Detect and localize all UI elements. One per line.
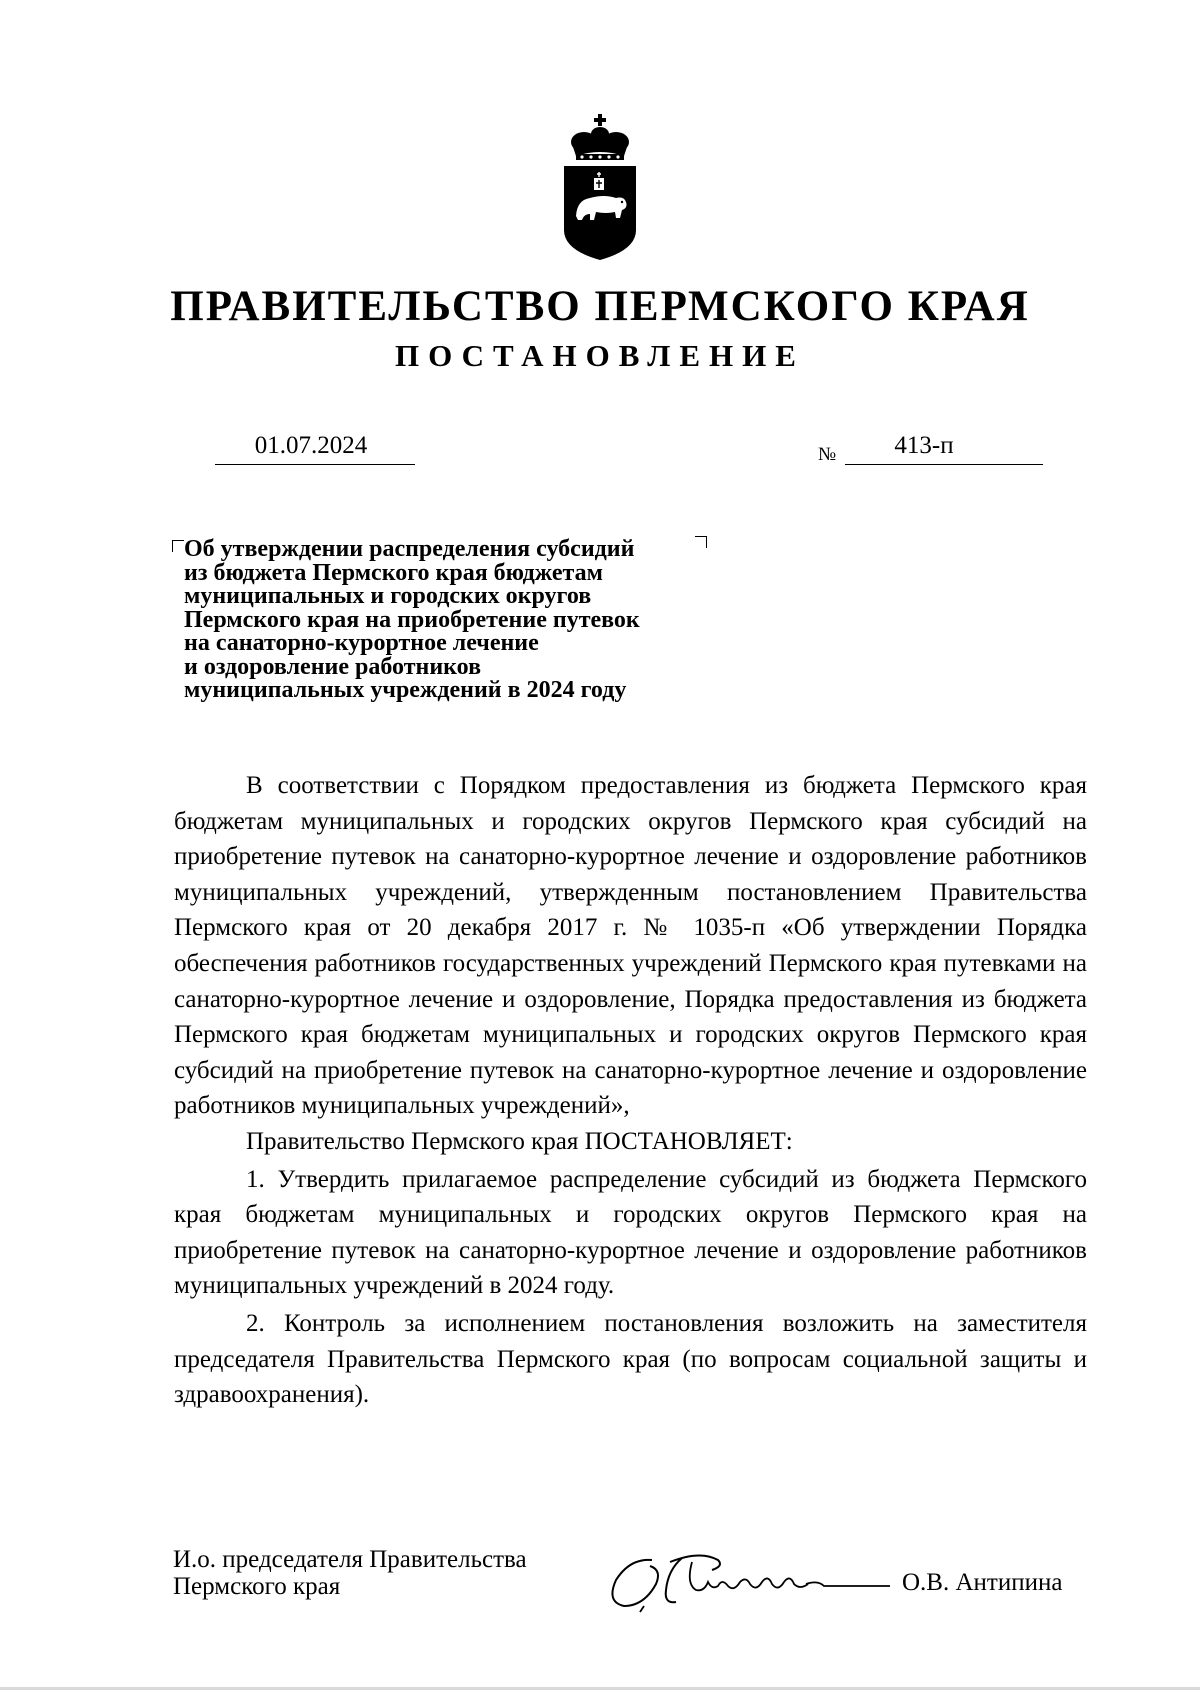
item-1-paragraph: 1. Утвердить прилагаемое распределение субсидий из бюджета Пермского края бюджетам муниципальных и городских округов Пермского края на приобретение путевок на санаторно-курортное лечение и оздоровление работников муниципальных учреждений в 2024 году. xyxy=(174,1165,1087,1300)
subject-line: муниципальных и городских округов xyxy=(184,583,592,609)
subject-line: муниципальных учреждений в 2024 году xyxy=(184,677,627,703)
document-number: 413-п xyxy=(845,428,1043,465)
item-2-paragraph: 2. Контроль за исполнением постановления возложить на заместителя председателя Правительства Пермского края (по вопросам социальной защиты и здравоохранения). xyxy=(174,1309,1087,1409)
preamble-paragraph: В соответствии с Порядком предоставления из бюджета Пермского края бюджетам муниципальных и городских округов Пермского края субсидий на приобретение путевок на санаторно-курортное лечение и оздоровление работников муниципальных учреждений, утвержденным постановлением Правительства Пермского края от 20 декабря 2017 г. № 1035-п «Об утверждении Порядка обеспечения работников государственных учреждений Пермского края путевками на санаторно-курортное лечение и оздоровление, Порядка предоставления из бюджета Пермского края бюджетам муниципальных и городских округов Пермского края субсидий на приобретение путевок на санаторно-курортное лечение и оздоровление работников муниципальных учреждений», xyxy=(174,772,1087,1120)
signer-position xyxy=(173,1546,527,1600)
number-sign: № xyxy=(818,444,837,465)
subject-line: Пермского края на приобретение путевок xyxy=(184,606,640,633)
organization-title: ПРАВИТЕЛЬСТВО ПЕРМСКОГО КРАЯ xyxy=(170,283,1030,330)
signer-position-line: И.о. председателя Правительства xyxy=(173,1546,527,1573)
handwritten-signature-icon xyxy=(600,1540,900,1620)
subject-line: и оздоровление работников xyxy=(184,653,482,680)
subject-line: на санаторно-курортное лечение xyxy=(184,630,539,656)
subject-line: из бюджета Пермского края бюджетам xyxy=(184,559,603,586)
resolution-statement: Правительство Пермского края ПОСТАНОВЛЯЕТ: xyxy=(246,1127,793,1155)
subject-line: Об утверждении распределения субсидий xyxy=(184,536,635,562)
signer-name: О.В. Антипина xyxy=(902,1569,1063,1596)
subject-corner-left xyxy=(172,540,184,552)
coat-of-arms-icon xyxy=(562,112,638,262)
document-subject xyxy=(184,538,744,703)
document-date: 01.07.2024 xyxy=(215,428,415,465)
document-body xyxy=(174,768,1087,1413)
signer-position-line: Пермского края xyxy=(173,1573,341,1600)
document-type: ПОСТАНОВЛЕНИЕ xyxy=(395,338,805,373)
